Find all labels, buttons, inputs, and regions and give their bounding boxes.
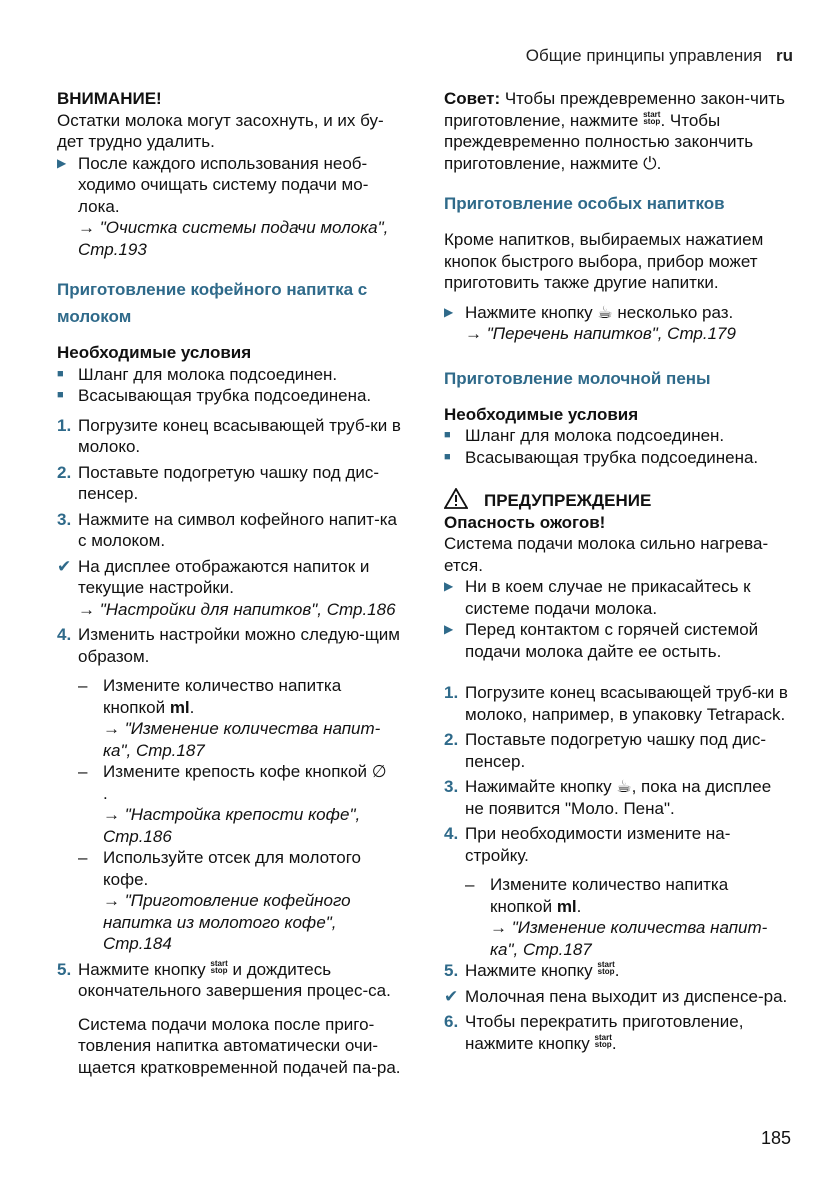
step-4: 4. При необходимости измените на-стройку.: [444, 824, 731, 865]
step-5: 5. Нажмите кнопку start stop.: [444, 960, 620, 980]
triangle-bullet-icon: ▶: [444, 622, 454, 636]
square-bullet-icon: ■: [444, 429, 451, 441]
danger-text: Система подачи молока сильно нагрева-ется.: [444, 534, 769, 575]
strength-icon: ∅: [371, 762, 387, 781]
running-header: [526, 45, 793, 67]
danger-action: ▶ Перед контактом с горячей системой подачи молока дайте ее остыть.: [444, 620, 759, 661]
warning-triangle-icon: [444, 488, 468, 509]
cross-reference[interactable]: → "Настройки для напитков", Стр.186: [78, 599, 396, 619]
list-item: ■ Всасывающая трубка подсоединена.: [444, 447, 759, 467]
checkmark-icon: ✔: [444, 986, 459, 1006]
step-1: 1. Погрузите конец всасывающей труб-ки в молоко.: [57, 415, 401, 456]
square-bullet-icon: ■: [57, 389, 64, 401]
cross-reference[interactable]: → "Перечень напитков", Стр.179: [465, 324, 736, 343]
power-icon: ⏻: [643, 153, 657, 173]
cross-reference[interactable]: → "Очистка системы подачи молока", Стр.193: [78, 218, 389, 259]
special-text: Кроме напитков, выбираемых нажатием кнопок быстрого выбора, прибор может приготовить также другие напитки.: [444, 230, 764, 292]
triangle-bullet-icon: ▶: [444, 579, 454, 593]
ml-button-symbol: ml: [169, 697, 190, 717]
drink-select-icon: ☕: [616, 777, 632, 796]
warning-text: Остатки молока могут засохнуть, и их бу-дет трудно удалить.: [57, 110, 384, 151]
checkmark-icon: ✔: [57, 556, 72, 576]
section-title-special: Приготовление особых напитков: [444, 194, 725, 213]
cross-reference[interactable]: → "Приготовление кофейного напитка из молотого кофе", Стр.184: [103, 891, 351, 953]
drink-select-icon: ☕: [597, 302, 613, 322]
section-title-milk-foam: Приготовление молочной пены: [444, 368, 711, 388]
triangle-bullet-icon: ▶: [444, 304, 454, 319]
note-text: Система подачи молока после приго-товления напитка автоматически очи-щается кратковременной подачей па-ра.: [78, 1014, 401, 1077]
step-2: 2. Поставьте подогретую чашку под дис-пенсер.: [57, 462, 380, 503]
right-column: [444, 88, 790, 1054]
danger-action: ▶ Ни в коем случае не прикасайтесь к системе подачи молока.: [444, 577, 751, 618]
tip-text: Совет: Чтобы преждевременно закон-чить приготовление, нажмите start stop. Чтобы преждевременно полностью закончить приготовление, нажмите ⏻.: [444, 89, 785, 173]
left-column: [57, 88, 403, 1078]
option-quantity: – Измените количество напитка кнопкой ml.: [465, 875, 729, 916]
special-action: ▶ Нажмите кнопку ☕ несколько раз.: [444, 302, 734, 322]
step-4: 4. Изменить настройки можно следую-щим образом.: [57, 625, 400, 666]
step-2: 2. Поставьте подогретую чашку под дис-пенсер.: [444, 730, 767, 771]
prereq-title: Необходимые условия: [444, 404, 639, 424]
start-stop-icon: start stop: [643, 109, 661, 126]
step-3: 3. Нажмите на символ кофейного напит-ка с молоком.: [57, 509, 397, 550]
ml-button-symbol: ml: [556, 896, 577, 916]
result: ✔ Молочная пена выходит из диспенсе-ра.: [444, 986, 788, 1006]
step-5: 5. Нажмите кнопку start stop и дождитесь окончательного завершения процес-са.: [57, 958, 391, 1000]
list-item: ■ Шланг для молока подсоединен.: [57, 364, 338, 384]
cross-reference[interactable]: → "Настройка крепости кофе", Стр.186: [103, 805, 361, 846]
cross-reference[interactable]: → "Изменение количества напит-ка", Стр.187: [490, 918, 768, 959]
page-number: 185: [760, 1128, 791, 1148]
option-strength: – Измените крепость кофе кнопкой ∅ .: [78, 762, 387, 803]
start-stop-icon: start stop: [594, 1032, 612, 1049]
prereq-title: Необходимые условия: [57, 343, 252, 362]
step-3: 3. Нажимайте кнопку ☕, пока на дисплее не появится "Моло. Пена".: [444, 777, 772, 818]
step-1: 1. Погрузите конец всасывающей труб-ки в молоко, например, в упаковку Tetrapack.: [444, 683, 788, 724]
warning-title: ВНИМАНИЕ!: [57, 89, 162, 108]
section-title-coffee-milk: Приготовление кофейного напитка с молоком: [57, 280, 368, 326]
warning-action: ▶ После каждого использования необ-ходимо очищать систему подачи мо-лока.: [57, 153, 369, 216]
danger-title: ПРЕДУПРЕЖДЕНИЕ: [444, 488, 790, 512]
list-item: ■ Всасывающая трубка подсоединена.: [57, 386, 372, 405]
header-lang: ru: [776, 46, 793, 65]
result-1: ✔ На дисплее отображаются напиток и текущие настройки.: [57, 556, 370, 597]
step-6: 6. Чтобы перекратить приготовление, нажмите кнопку start stop.: [444, 1012, 744, 1053]
option-ground-coffee: – Используйте отсек для молотого кофе.: [78, 848, 362, 889]
start-stop-icon: start stop: [597, 960, 615, 976]
square-bullet-icon: ■: [57, 367, 64, 380]
header-section: Общие принципы управления: [525, 46, 762, 65]
tip-label: Совет:: [444, 89, 501, 108]
triangle-bullet-icon: ▶: [57, 155, 67, 170]
option-quantity: – Измените количество напитка кнопкой ml.: [78, 676, 342, 717]
danger-subtitle: Опасность ожогов!: [444, 512, 606, 532]
list-item: ■ Шланг для молока подсоединен.: [444, 426, 725, 445]
start-stop-icon: start stop: [210, 958, 228, 975]
square-bullet-icon: ■: [444, 450, 451, 463]
cross-reference[interactable]: → "Изменение количества напит-ка", Стр.187: [103, 719, 381, 760]
